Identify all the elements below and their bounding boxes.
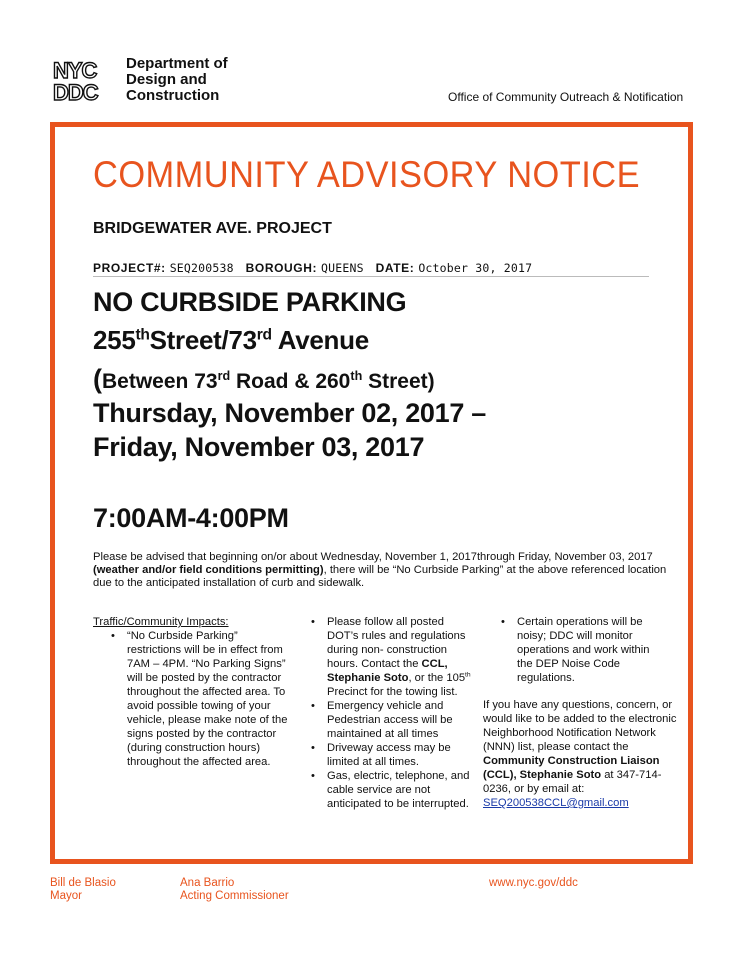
list-item-text: , or the 105 xyxy=(408,672,466,684)
contact-text: at 347-714-0236, or by email at: xyxy=(483,769,662,795)
rules-list xyxy=(311,615,477,811)
project-label: PROJECT#: xyxy=(93,261,166,275)
project-meta-line xyxy=(93,261,649,277)
nyc-ddc-logo xyxy=(52,58,116,102)
street-a-sup: th xyxy=(135,326,150,344)
borough-label: BOROUGH: xyxy=(245,261,318,275)
intro-weather: (weather and/or field conditions permitting) xyxy=(93,564,324,576)
dept-line: Construction xyxy=(126,87,220,104)
logo-text-ddc: DDC xyxy=(53,80,98,102)
bullet-icon: • xyxy=(501,616,505,628)
bullet-icon: • xyxy=(311,700,315,712)
between-c: Street) xyxy=(362,370,435,393)
borough-value: QUEENS xyxy=(321,261,364,275)
commissioner-title: Acting Commissioner xyxy=(180,890,289,902)
ccl-liaison: Community Construction Liaison (CCL), Stephanie Soto xyxy=(483,755,660,781)
date-line-2: Friday, November 03, 2017 xyxy=(93,432,425,462)
logo-text-nyc: NYC xyxy=(53,58,97,83)
location-line xyxy=(93,325,369,356)
noise-list xyxy=(501,615,667,685)
list-item xyxy=(311,769,477,811)
list-item-text: Please follow all posted DOT’s rules and regulations during non- construction hours. Contact the xyxy=(327,616,466,670)
impacts-heading: Traffic/Community Impacts: xyxy=(93,616,229,628)
ccl-name: CCL, Stephanie Soto xyxy=(327,658,448,684)
list-item xyxy=(111,629,293,769)
email-link[interactable]: SEQ200538CCL@gmail.com xyxy=(483,797,629,809)
footer-commissioner xyxy=(180,877,289,903)
notice-title: COMMUNITY ADVISORY NOTICE xyxy=(93,154,640,195)
between-a: Between 73 xyxy=(102,370,218,393)
date-line-1: Thursday, November 02, 2017 – xyxy=(93,398,486,428)
list-item-text: Driveway access may be limited at all times. xyxy=(327,742,451,768)
mayor-name: Bill de Blasio xyxy=(50,877,116,889)
between-b: Road & 260 xyxy=(230,370,351,393)
street-a: 255 xyxy=(93,325,136,355)
project-name: BRIDGEWATER AVE. PROJECT xyxy=(93,220,332,237)
noise-column xyxy=(501,615,667,685)
list-item-text: “No Curbside Parking” restrictions will be in effect from 7AM – 4PM. “No Parking Signs” will be posted by the contractor throughout the affected area. To avoid possible towing of your vehicle, please make note of the signs posted by the contractor (during construction hours) throughout the affected area. xyxy=(127,630,288,768)
rules-column xyxy=(311,615,477,811)
between-line xyxy=(93,364,435,395)
commissioner-name: Ana Barrio xyxy=(180,877,235,889)
dept-line: Design and xyxy=(126,71,207,88)
between-a-sup: rd xyxy=(217,369,231,383)
date-value: October 30, 2017 xyxy=(418,261,533,275)
dept-line: Department of xyxy=(126,55,228,72)
list-item-text: Gas, electric, telephone, and cable service are not anticipated to be interrupted. xyxy=(327,770,470,810)
list-item-text: Precinct for the towing list. xyxy=(327,686,458,698)
footer-mayor xyxy=(50,877,116,903)
contact-paragraph xyxy=(483,698,679,810)
time-range: 7:00AM-4:00PM xyxy=(93,503,289,533)
footer-website[interactable]: www.nyc.gov/ddc xyxy=(489,877,578,889)
list-item xyxy=(501,615,667,685)
intro-a: Please be advised that beginning on/or about Wednesday, November 1, 2017through Friday, November 03, 2017 xyxy=(93,551,653,563)
bullet-icon: • xyxy=(111,630,115,642)
bullet-icon: • xyxy=(311,770,315,782)
list-item xyxy=(311,699,477,741)
street-c: Avenue xyxy=(271,325,369,355)
headline: NO CURBSIDE PARKING xyxy=(93,287,407,317)
list-item-text: Emergency vehicle and Pedestrian access will be maintained at all times xyxy=(327,700,453,740)
contact-text: If you have any questions, concern, or would like to be added to the electronic Neighborhood Notification Network (NNN) list, please contact the xyxy=(483,699,677,753)
between-b-sup: th xyxy=(350,369,363,383)
street-b: Street/73 xyxy=(149,325,257,355)
impacts-column xyxy=(93,615,293,769)
impacts-list xyxy=(111,629,293,769)
intro-c: , there will be “No Curbside Parking” at the above referenced location due to the anticipated installation of curb and sidewalk. xyxy=(93,564,667,589)
bullet-icon: • xyxy=(311,742,315,754)
project-value: SEQ200538 xyxy=(169,261,234,275)
between-open: ( xyxy=(93,364,102,394)
intro-paragraph xyxy=(93,551,685,590)
street-b-sup: rd xyxy=(256,326,272,344)
precinct-sup: th xyxy=(465,671,471,679)
list-item-text: Certain operations will be noisy; DDC will monitor operations and work within the DEP Noise Code regulations. xyxy=(517,616,650,684)
department-name xyxy=(126,56,228,104)
mayor-title: Mayor xyxy=(50,890,82,902)
office-name: Office of Community Outreach & Notification xyxy=(448,90,684,104)
date-label: DATE: xyxy=(375,261,415,275)
bullet-icon: • xyxy=(311,616,315,628)
list-item xyxy=(311,741,477,769)
list-item xyxy=(311,615,477,699)
